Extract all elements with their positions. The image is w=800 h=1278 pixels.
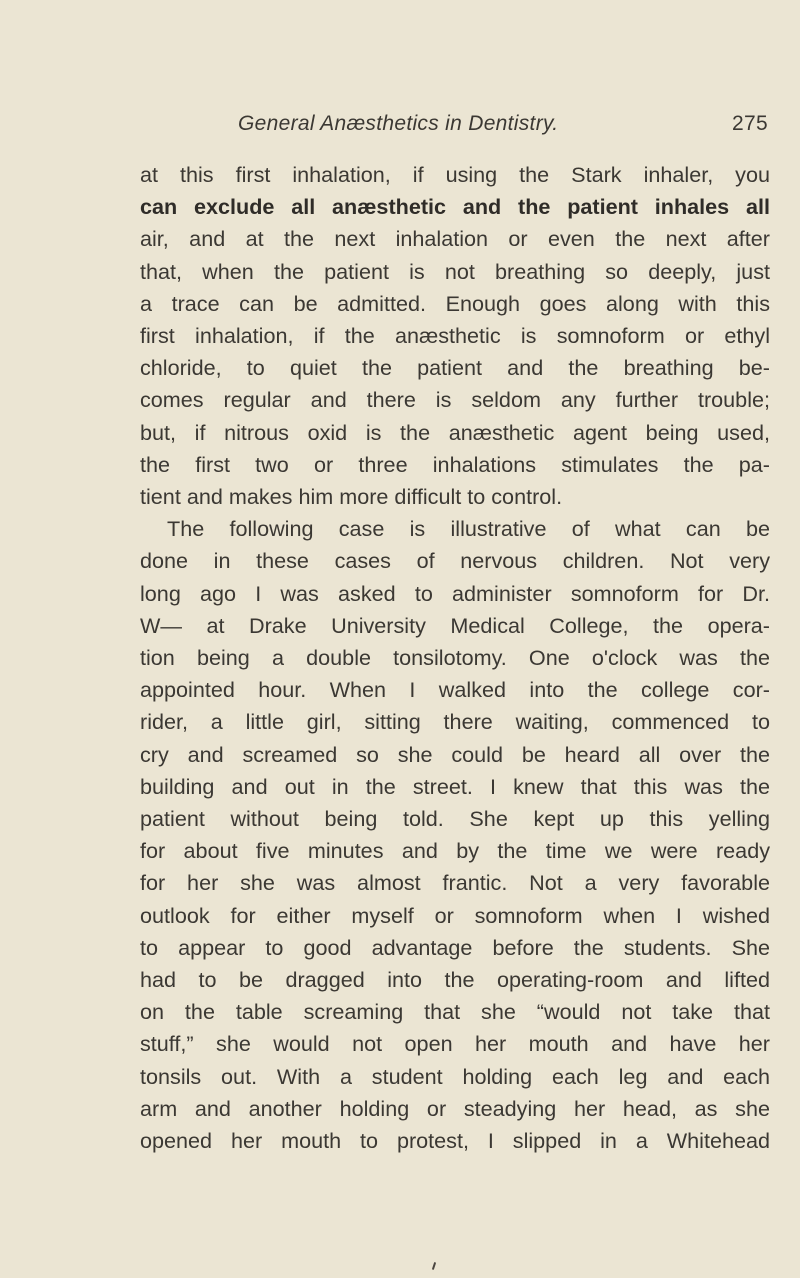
text-line: tion being a double tonsilotomy. One o'clock was the (140, 645, 770, 671)
text-line: chloride, to quiet the patient and the breathing be- (140, 355, 770, 381)
text-line: for her she was almost frantic. Not a very favorable (140, 870, 770, 896)
text-line: but, if nitrous oxid is the anæsthetic agent being used, (140, 419, 770, 445)
running-head (238, 112, 768, 146)
paragraph (140, 513, 770, 1157)
text-line: done in these cases of nervous children. Not very (140, 548, 770, 574)
text-line: first inhalation, if the anæsthetic is somnoform or ethyl (140, 323, 770, 349)
text-line: building and out in the street. I knew that this was the (140, 773, 770, 799)
text-line: that, when the patient is not breathing so deeply, just (140, 258, 770, 284)
text-line: can exclude all anæsthetic and the patient inhales all (140, 194, 770, 220)
paragraph (140, 159, 770, 513)
page-number: 275 (732, 112, 768, 135)
body-text (140, 159, 770, 1157)
text-line: at this first inhalation, if using the Stark inhaler, you (140, 162, 770, 187)
ink-speck (432, 1262, 436, 1270)
text-line: had to be dragged into the operating-room and lifted (140, 967, 770, 993)
text-line: W— at Drake University Medical College, the opera- (140, 612, 770, 638)
text-line: tient and makes him more difficult to control. (140, 484, 563, 510)
text-line: arm and another holding or steadying her head, as she (140, 1095, 770, 1121)
text-line: The following case is illustrative of what can be (167, 516, 770, 542)
text-line: rider, a little girl, sitting there waiting, commenced to (140, 709, 770, 735)
text-line: tonsils out. With a student holding each leg and each (140, 1063, 770, 1089)
text-line: the first two or three inhalations stimulates the pa- (140, 451, 770, 477)
text-line: comes regular and there is seldom any further trouble; (140, 387, 770, 413)
text-line: patient without being told. She kept up this yelling (140, 806, 770, 832)
text-line: long ago I was asked to administer somnoform for Dr. (140, 580, 770, 606)
text-line: opened her mouth to protest, I slipped in a Whitehead (140, 1128, 770, 1154)
text-line: outlook for either myself or somnoform when I wished (140, 902, 770, 928)
running-title: General Anæsthetics in Dentistry. (238, 112, 559, 135)
text-line: to appear to good advantage before the students. She (140, 934, 770, 960)
text-line: air, and at the next inhalation or even the next after (140, 226, 770, 252)
text-line: cry and screamed so she could be heard all over the (140, 741, 770, 767)
text-line: on the table screaming that she “would not take that (140, 999, 770, 1025)
text-line: a trace can be admitted. Enough goes along with this (140, 290, 770, 316)
text-line: for about five minutes and by the time we were ready (140, 838, 770, 864)
text-line: appointed hour. When I walked into the college cor- (140, 677, 770, 703)
text-line: stuff,” she would not open her mouth and have her (140, 1031, 770, 1057)
